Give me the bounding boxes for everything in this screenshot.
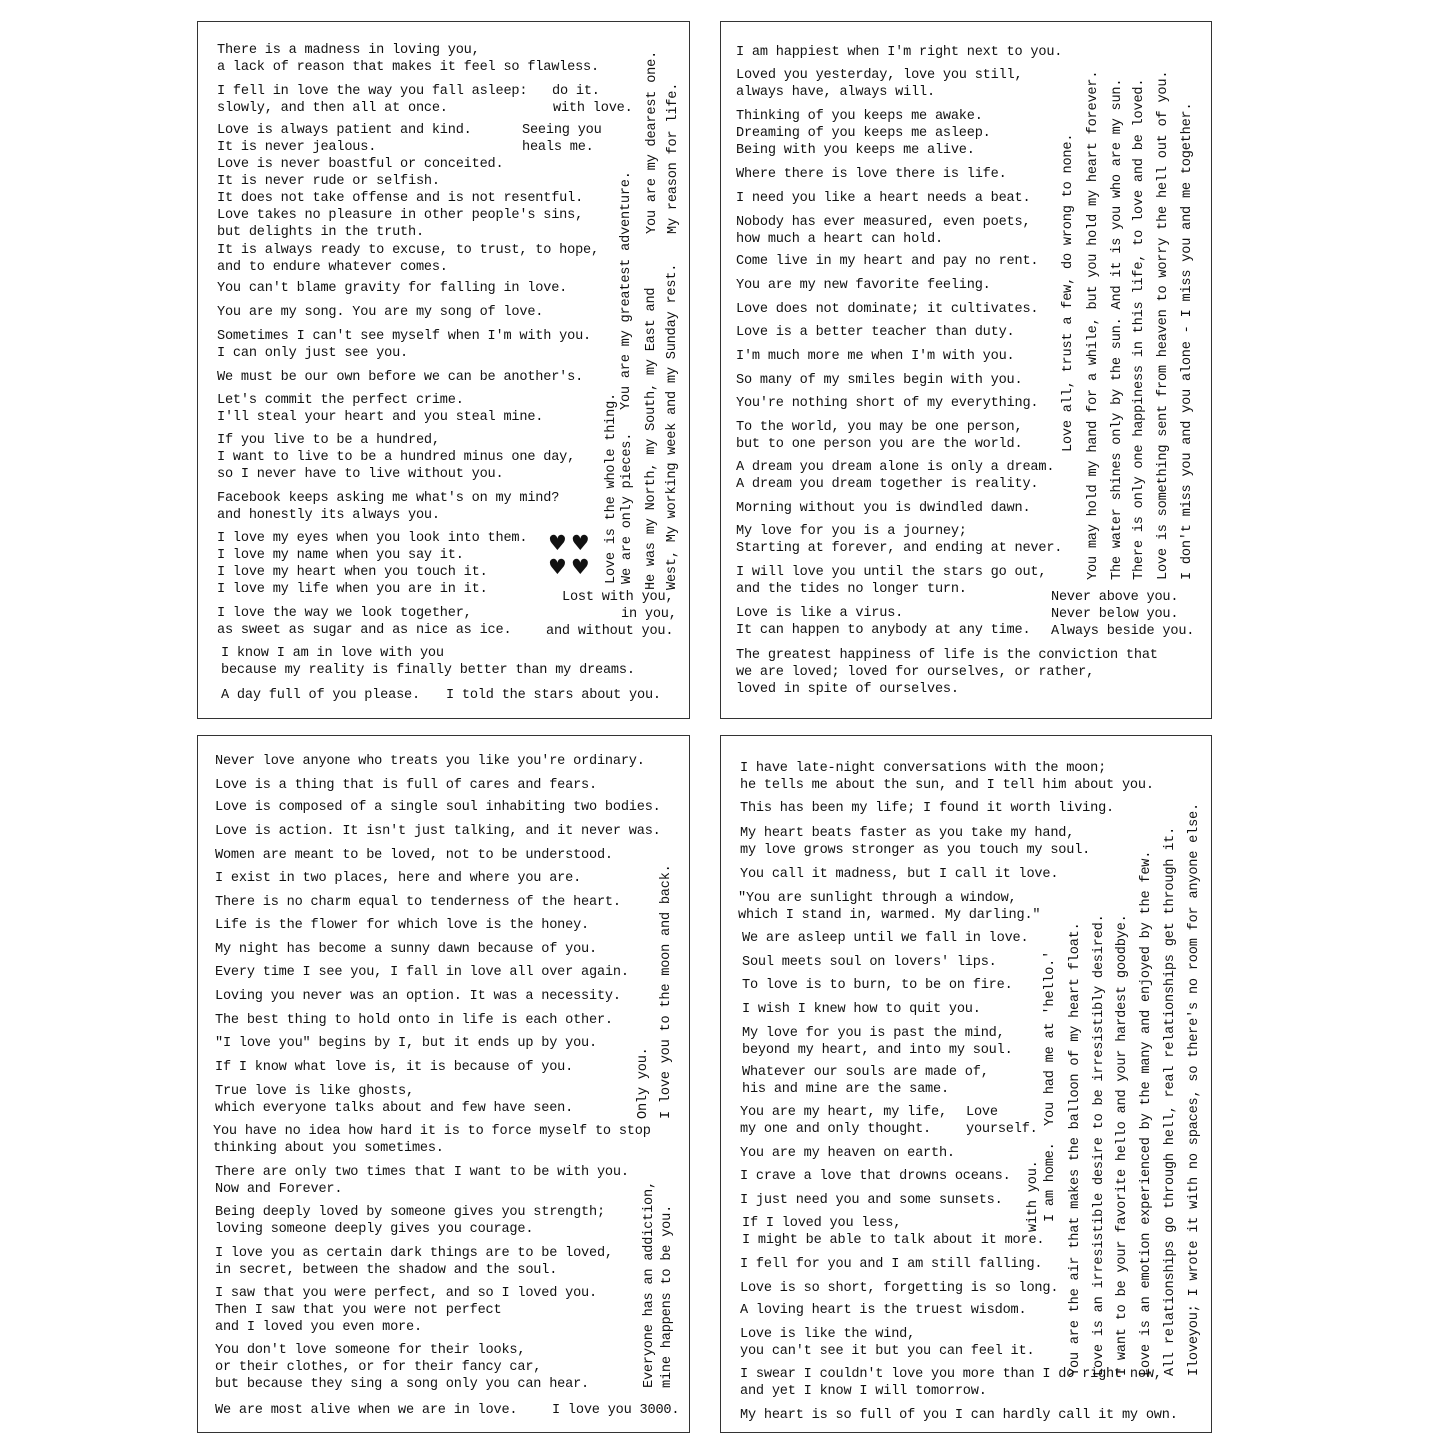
quote-line: "I love you" begins by I, but it ends up by you. <box>215 1036 597 1051</box>
quote-line: Love <box>966 1105 998 1120</box>
quote-line: Never below you. <box>1051 607 1179 622</box>
quote-line: but because they sing a song only you can hear. <box>215 1377 590 1392</box>
quote-line: Love takes no pleasure in other people's sins, <box>217 208 584 223</box>
vertical-quote: The water shines only by the sun. And it is you who are my sun. <box>1110 78 1125 580</box>
quote-line: Never above you. <box>1051 590 1179 605</box>
quote-line: There is a madness in loving you, <box>217 43 480 58</box>
quote-line: Love is so short, forgetting is so long. <box>740 1281 1059 1296</box>
quote-line: I know I am in love with you <box>221 646 444 661</box>
quote-line: thinking about you sometimes. <box>213 1141 444 1156</box>
quote-line: I'm much more me when I'm with you. <box>736 349 1015 364</box>
quote-line: I love my heart when you touch it. <box>217 565 488 580</box>
quote-line: I fell in love the way you fall asleep: <box>217 84 528 99</box>
quote-line: a lack of reason that makes it feel so flawless. <box>217 60 599 75</box>
quote-line: A dream you dream alone is only a dream. <box>736 460 1055 475</box>
quote-line: in secret, between the shadow and the soul. <box>215 1263 558 1278</box>
quote-line: It does not take offense and is not resentful. <box>217 191 584 206</box>
vertical-quote: with you. <box>1026 1160 1041 1232</box>
quote-line: I saw that you were perfect, and so I loved you. <box>215 1286 597 1301</box>
vertical-quote: Love is the whole thing. <box>604 393 619 584</box>
quote-line: I want to live to be a hundred minus one day, <box>217 450 576 465</box>
quote-line: Dreaming of you keeps me asleep. <box>736 126 991 141</box>
quote-line: I wish I knew how to quit you. <box>742 1002 981 1017</box>
quote-line: I love you 3000. <box>552 1403 680 1418</box>
quote-line: we are loved; loved for ourselves, or rather, <box>736 665 1095 680</box>
sticker-sheet-2 <box>720 21 1212 719</box>
quote-line: I will love you until the stars go out, <box>736 565 1047 580</box>
quote-line: Love is a thing that is full of cares and fears. <box>215 778 597 793</box>
quote-line: Love is a better teacher than duty. <box>736 325 1015 340</box>
quote-line: You have no idea how hard it is to force myself to stop <box>213 1124 651 1139</box>
quote-line: My love for you is a journey; <box>736 524 967 539</box>
vertical-quote: Love is an emotion experienced by the many and enjoyed by the few. <box>1139 850 1154 1376</box>
quote-line: We are most alive when we are in love. <box>215 1403 518 1418</box>
quote-line: Morning without you is dwindled dawn. <box>736 501 1031 516</box>
vertical-quote: You are my greatest adventure. <box>619 171 634 410</box>
quote-line: Soul meets soul on lovers' lips. <box>742 955 997 970</box>
quote-line: Life is the flower for which love is the honey. <box>215 918 590 933</box>
quote-line: Starting at forever, and ending at never. <box>736 541 1063 556</box>
quote-line: his and mine are the same. <box>742 1082 949 1097</box>
quote-line: True love is like ghosts, <box>215 1084 414 1099</box>
quote-line: and I loved you even more. <box>215 1320 422 1335</box>
quote-line: which everyone talks about and few have seen. <box>215 1101 574 1116</box>
sticker-sheet-1 <box>197 21 690 719</box>
quote-line: My night has become a sunny dawn because of you. <box>215 942 597 957</box>
quote-line: always have, always will. <box>736 85 935 100</box>
quote-line: You don't love someone for their looks, <box>215 1343 526 1358</box>
quote-line: To love is to burn, to be on fire. <box>742 978 1013 993</box>
sticker-sheet-3 <box>197 735 690 1433</box>
vertical-quote: My reason for life. <box>666 82 681 234</box>
vertical-quote: All relationships go through hell, real relationships get through it. <box>1163 826 1178 1376</box>
quote-line: and without you. <box>546 624 674 639</box>
heart-icon: ♥♥ <box>548 555 594 579</box>
quote-line: Whatever our souls are made of, <box>742 1065 989 1080</box>
quote-line: I'll steal your heart and you steal mine. <box>217 410 544 425</box>
quote-line: If I loved you less, <box>742 1216 902 1231</box>
quote-line: A dream you dream together is reality. <box>736 477 1039 492</box>
quote-line: I have late-night conversations with the moon; <box>740 761 1107 776</box>
quote-line: Let's commit the perfect crime. <box>217 393 464 408</box>
quote-line: yourself. <box>966 1122 1038 1137</box>
quote-line: Seeing you <box>522 123 602 138</box>
quote-line: It is never jealous. <box>217 140 377 155</box>
quote-line: There is no charm equal to tenderness of the heart. <box>215 895 621 910</box>
heart-icon: ♥♥ <box>548 531 594 555</box>
quote-line: I love you as certain dark things are to be loved, <box>215 1246 613 1261</box>
quote-line: I just need you and some sunsets. <box>740 1193 1003 1208</box>
quote-line: I crave a love that drowns oceans. <box>740 1169 1011 1184</box>
quote-line: Thinking of you keeps me awake. <box>736 109 983 124</box>
quote-line: I am happiest when I'm right next to you. <box>736 45 1063 60</box>
quote-line: beyond my heart, and into my soul. <box>742 1043 1013 1058</box>
quote-line: loving someone deeply gives you courage. <box>215 1222 534 1237</box>
vertical-quote: I want to be your favorite hello and your hardest goodbye. <box>1115 914 1130 1376</box>
quote-line: I love my name when you say it. <box>217 548 464 563</box>
quote-line: Loving you never was an option. It was a necessity. <box>215 989 621 1004</box>
quote-line: Love is like the wind, <box>740 1327 916 1342</box>
quote-line: You are my new favorite feeling. <box>736 278 991 293</box>
quote-line: My love for you is past the mind, <box>742 1026 1005 1041</box>
quote-line: which I stand in, warmed. My darling." <box>738 908 1041 923</box>
quote-line: as sweet as sugar and as nice as ice. <box>217 623 512 638</box>
quote-line: "You are sunlight through a window, <box>738 891 1017 906</box>
quote-line: You can't blame gravity for falling in love. <box>217 281 568 296</box>
quote-line: my love grows stronger as you touch my soul. <box>740 843 1091 858</box>
vertical-quote: I don't miss you and you alone - I miss you and me together. <box>1180 102 1195 580</box>
vertical-quote: I love you to the moon and back. <box>659 864 674 1119</box>
quote-line: and yet I know I will tomorrow. <box>740 1384 987 1399</box>
quote-line: Loved you yesterday, love you still, <box>736 68 1023 83</box>
quote-line: so I never have to live without you. <box>217 467 504 482</box>
vertical-quote: Love all, trust a few, do wrong to none. <box>1061 133 1076 452</box>
vertical-quote: There is only one happiness in this life, to love and be loved. <box>1132 78 1147 580</box>
quote-line: Love is always patient and kind. <box>217 123 472 138</box>
quote-line: Facebook keeps asking me what's on my mind? <box>217 491 560 506</box>
vertical-quote: Love is something sent from heaven to worry the hell out of you. <box>1156 70 1171 580</box>
quote-line: heals me. <box>522 140 594 155</box>
quote-line: You are my heart, my life, <box>740 1105 947 1120</box>
vertical-quote: Only you. <box>636 1047 651 1119</box>
quote-line: My heart beats faster as you take my hand, <box>740 826 1075 841</box>
quote-line: There are only two times that I want to be with you. <box>215 1165 629 1180</box>
vertical-quote: Iloveyou; I wrote it with no spaces, so there's no room for anyone else. <box>1187 803 1202 1376</box>
quote-line: you can't see it but you can feel it. <box>740 1344 1035 1359</box>
quote-line: do it. <box>552 84 600 99</box>
quote-line: If I know what love is, it is because of you. <box>215 1060 574 1075</box>
vertical-quote: We are only pieces. <box>620 432 635 584</box>
quote-line: Love is composed of a single soul inhabiting two bodies. <box>215 800 661 815</box>
quote-line: It can happen to anybody at any time. <box>736 623 1031 638</box>
vertical-quote: mine happens to be you. <box>660 1204 675 1388</box>
quote-line: Where there is love there is life. <box>736 167 1007 182</box>
quote-line: and the tides no longer turn. <box>736 582 967 597</box>
quote-line: I might be able to talk about it more. <box>742 1233 1045 1248</box>
quote-line: I love the way we look together, <box>217 606 472 621</box>
quote-line: how much a heart can hold. <box>736 232 943 247</box>
quote-line: I fell for you and I am still falling. <box>740 1257 1043 1272</box>
quote-line: Love is like a virus. <box>736 606 904 621</box>
quote-line: My heart is so full of you I can hardly call it my own. <box>740 1408 1178 1423</box>
quote-line: You call it madness, but I call it love. <box>740 867 1059 882</box>
quote-line: with love. <box>553 101 633 116</box>
quote-line: but to one person you are the world. <box>736 437 1023 452</box>
quote-line: Come live in my heart and pay no rent. <box>736 254 1039 269</box>
quote-line: I need you like a heart needs a beat. <box>736 191 1031 206</box>
quote-line: It is always ready to excuse, to trust, to hope, <box>217 243 599 258</box>
quote-line: Lost with you, <box>562 590 674 605</box>
quote-line: We must be our own before we can be another's. <box>217 370 584 385</box>
quote-line: he tells me about the sun, and I tell him about you. <box>740 778 1154 793</box>
quote-line: slowly, and then all at once. <box>217 101 448 116</box>
quote-line: Then I saw that you were not perfect <box>215 1303 502 1318</box>
quote-line: and honestly its always you. <box>217 508 440 523</box>
quote-line: You are my song. You are my song of love. <box>217 305 544 320</box>
quote-line: Love does not dominate; it cultivates. <box>736 302 1039 317</box>
vertical-quote: Everyone has an addiction, <box>642 1181 657 1388</box>
quote-line: Sometimes I can't see myself when I'm with you. <box>217 329 592 344</box>
quote-line: If you live to be a hundred, <box>217 433 440 448</box>
quote-line: You are my heaven on earth. <box>740 1146 955 1161</box>
quote-line: I love my life when you are in it. <box>217 582 488 597</box>
quote-line: Being deeply loved by someone gives you strength; <box>215 1205 605 1220</box>
quote-line: Never love anyone who treats you like you're ordinary. <box>215 754 645 769</box>
quote-line: I told the stars about you. <box>446 688 661 703</box>
quote-line: Nobody has ever measured, even poets, <box>736 215 1031 230</box>
vertical-quote: You had me at 'hello.' <box>1043 950 1058 1126</box>
vertical-quote: I am home. <box>1043 1142 1058 1222</box>
quote-line: but delights in the truth. <box>217 225 424 240</box>
quote-line: We are asleep until we fall in love. <box>742 931 1029 946</box>
vertical-quote: He was my North, my South, my East and <box>644 287 659 590</box>
quote-line: Love is action. It isn't just talking, and it never was. <box>215 824 661 839</box>
quote-line: A loving heart is the truest wisdom. <box>740 1303 1027 1318</box>
quote-line: This has been my life; I found it worth living. <box>740 801 1115 816</box>
quote-line: I swear I couldn't love you more than I do right now, <box>740 1367 1162 1382</box>
vertical-quote: You are my dearest one. <box>645 50 660 234</box>
vertical-quote: You are the air that makes the balloon of my heart float. <box>1068 922 1083 1376</box>
quote-line: and to endure whatever comes. <box>217 260 448 275</box>
quote-line: It is never rude or selfish. <box>217 174 440 189</box>
quote-line: I love my eyes when you look into them. <box>217 531 528 546</box>
quote-line: The greatest happiness of life is the conviction that <box>736 648 1158 663</box>
quote-line: Being with you keeps me alive. <box>736 143 975 158</box>
vertical-quote: You may hold my hand for a while, but you hold my heart forever. <box>1086 70 1101 580</box>
vertical-quote: West, My working week and my Sunday rest. <box>665 263 680 590</box>
quote-line: To the world, you may be one person, <box>736 420 1023 435</box>
quote-line: I can only just see you. <box>217 346 408 361</box>
quote-line: You're nothing short of my everything. <box>736 396 1039 411</box>
quote-line: Women are meant to be loved, not to be understood. <box>215 848 613 863</box>
quote-line: or their clothes, or for their fancy car, <box>215 1360 542 1375</box>
quote-line: Always beside you. <box>1051 624 1195 639</box>
quote-line: The best thing to hold onto in life is each other. <box>215 1013 613 1028</box>
quote-line: Every time I see you, I fall in love all over again. <box>215 965 629 980</box>
quote-line: A day full of you please. <box>221 688 420 703</box>
quote-line: my one and only thought. <box>740 1122 931 1137</box>
quote-line: in you, <box>621 607 677 622</box>
quote-line: because my reality is finally better than my dreams. <box>221 663 635 678</box>
quote-line: Now and Forever. <box>215 1182 343 1197</box>
quote-line: loved in spite of ourselves. <box>736 682 959 697</box>
quote-line: I exist in two places, here and where you are. <box>215 871 582 886</box>
vertical-quote: Love is an irresistible desire to be irresistibly desired. <box>1092 914 1107 1376</box>
quote-line: So many of my smiles begin with you. <box>736 373 1023 388</box>
sticker-sheet-4 <box>720 735 1212 1433</box>
quote-line: Love is never boastful or conceited. <box>217 157 504 172</box>
